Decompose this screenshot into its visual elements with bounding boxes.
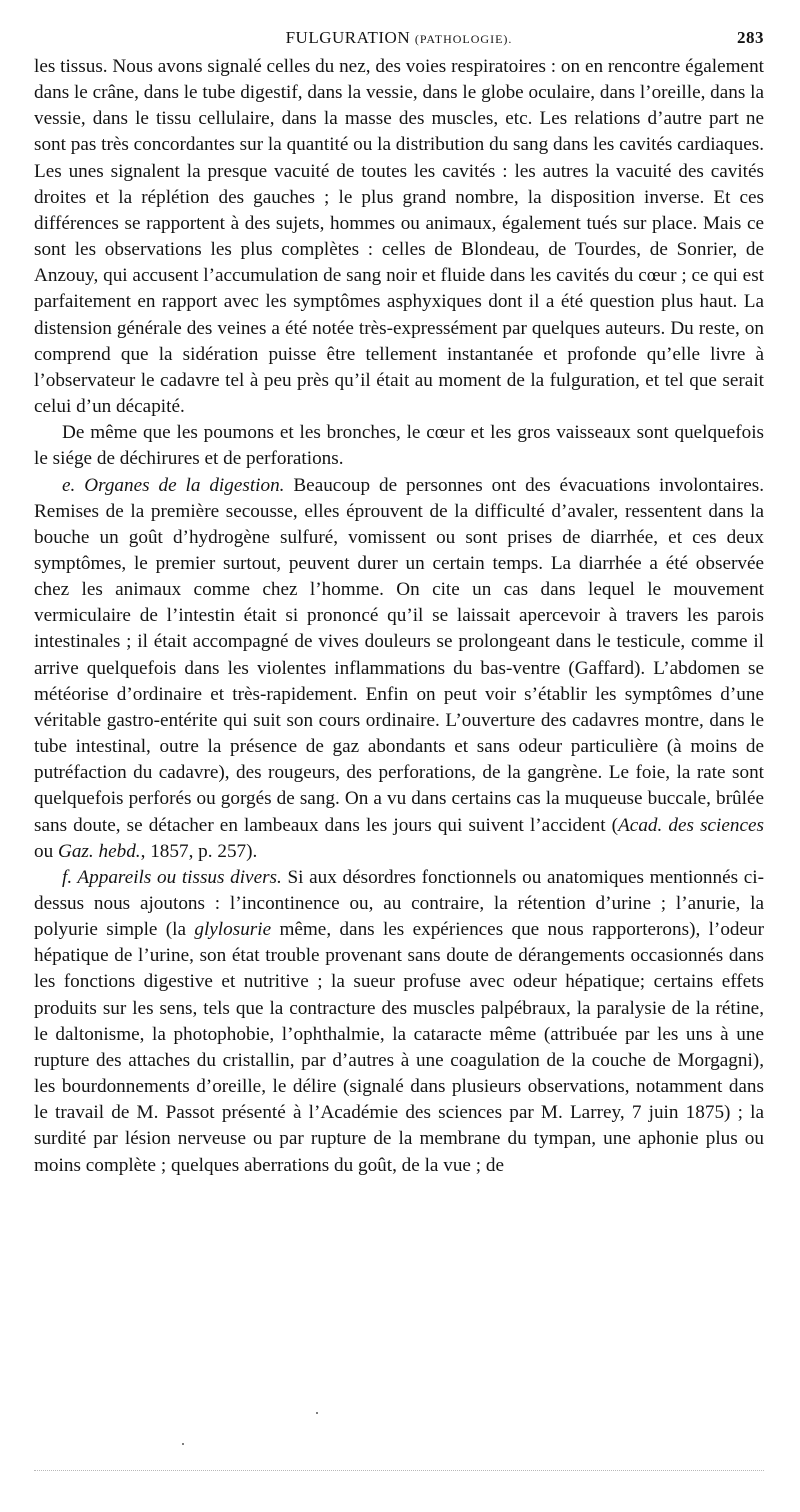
print-speck (316, 1412, 318, 1414)
page-number: 283 (737, 28, 764, 47)
reference-acad-sciences: Acad. des sciences (618, 814, 764, 836)
running-title (34, 28, 764, 48)
section-digestion-heading: e. Organes de la digestion. (62, 474, 285, 496)
section-various-heading: f. Appareils ou tissus divers. (62, 866, 282, 888)
section-various-text-start: Si aux désordres fonctionnels ou anatomiques mentionnés ci-dessus nous ajoutons : l’incontinence ou, au contraire, la rétention d’urine ; l’anurie, la polyurie simple (la (34, 866, 764, 941)
paragraph-continued: les tissus. Nous avons signalé celles du nez, des voies respiratoires : on en rencontre également dans le crâne, dans le tube digestif, dans la vessie, dans le globe oculaire, dans l’oreille, dans la vessie, dans le tissu cellulaire, dans la masse des muscles, etc. Les relations d’autre part ne sont pas très concordantes sur la quantité ou la distribution du sang dans les cavités cardiaques. Les unes signalent la presque vacuité de toutes les cavités : les autres la vacuité des cavités droites et la réplétion des gauches ; le plus grand nombre, la disposition inverse. Et ces différences se rapportent à des sujets, hommes ou animaux, également tués sur place. Mais ce sont les observations les plus complètes : celles de Blondeau, de Tourdes, de Sonrier, de Anzouy, qui accusent l’accumulation de sang noir et fluide dans les cavités du cœur ; ce qui est parfaitement en rapport avec les symptômes asphyxiques dont il a été question plus haut. La distension générale des veines a été notée très-expressément par quelques auteurs. Du reste, on comprend que la sidération puisse être tellement instantanée et profonde qu’elle livre à l’observateur le cadavre tel à peu près qu’il était au moment de la fulguration, et tel que serait celui d’un décapité. (34, 56, 765, 418)
body-text (34, 54, 764, 1179)
paragraph-heart-vessels: De même que les poumons et les bronches, le cœur et les gros vaisseaux sont quelquefois le siége de déchirures et de perforations. (34, 422, 764, 470)
running-title-main: FULGURATION (285, 28, 411, 47)
section-digestion-text: Beaucoup de personnes ont des évacuations involontaires. Remises de la première secousse, elles éprouvent de la difficulté d’avaler, ressentent dans la bouche un goût d’hydrogène sulfuré, vomissent ou sont prises de diarrhée, et ces deux symptômes, le premier surtout, peuvent durer un certain temps. La diarrhée a été observée chez les animaux comme chez l’homme. On cite un cas dans lequel le mouvement vermiculaire de l’intestin était si prononcé qu’il se laissait apercevoir à travers les parois intestinales ; il était accompagné de vives douleurs se prolongeant dans le testicule, comme il arrive quelquefois dans les violentes inflammations du bas-ventre (Gaffard). L’abdomen se météorise d’ordinaire et très-rapidement. Enfin on peut voir s’établir les symptômes d’une véritable gastro-entérite qui suit son cours ordinaire. L’ouverture des cadavres montre, dans le tube intestinal, outre la présence de gaz abondants et sans odeur particulière (à moins de putréfaction du cadavre), des rougeurs, des perforations, de la gangrène. Le foie, la rate sont quelquefois perforés ou gorgés de sang. On a vu dans certains cas la muqueuse buccale, brûlée sans doute, se détacher en lambeaux dans les jours qui suivent l’accident ( (34, 474, 764, 836)
running-head (34, 24, 764, 54)
section-digestion (34, 473, 764, 865)
reference-year-page: , 1857, p. 257). (140, 840, 258, 862)
section-various-text-rest: même, dans les expériences que nous rapporterons), l’odeur hépatique de l’urine, son état trouble provenant sans doute de dérangements occasionnés dans les fonctions digestive et nutritive ; la sueur profuse avec odeur hépatique; certains effets produits sur les sens, tels que la contracture des muscles palpébraux, la paralysie de la rétine, le daltonisme, la photophobie, l’ophthalmie, la cataracte même (attribuée par les uns à une rupture des attaches du cristallin, par d’autres à une coagulation de la couche de Morgagni), les bourdonnements d’oreille, le délire (signalé dans plusieurs observations, notamment dans le travail de M. Passot présenté à l’Académie des sciences par M. Larrey, 7 juin 1875) ; la surdité par lésion nerveuse ou par rupture de la membrane du tympan, une aphonie plus ou moins complète ; quelques aberrations du goût, de la vue ; de (34, 919, 765, 1176)
footer-rule (34, 1470, 764, 1471)
reference-gaz-hebd: Gaz. hebd. (57, 840, 141, 862)
section-various (34, 865, 764, 1179)
reference-connector: ou (34, 840, 58, 862)
page (34, 24, 764, 1179)
running-title-subtitle: (PATHOLOGIE). (414, 32, 513, 46)
print-speck (182, 1443, 184, 1445)
term-glylosurie: glylosurie (194, 919, 272, 941)
